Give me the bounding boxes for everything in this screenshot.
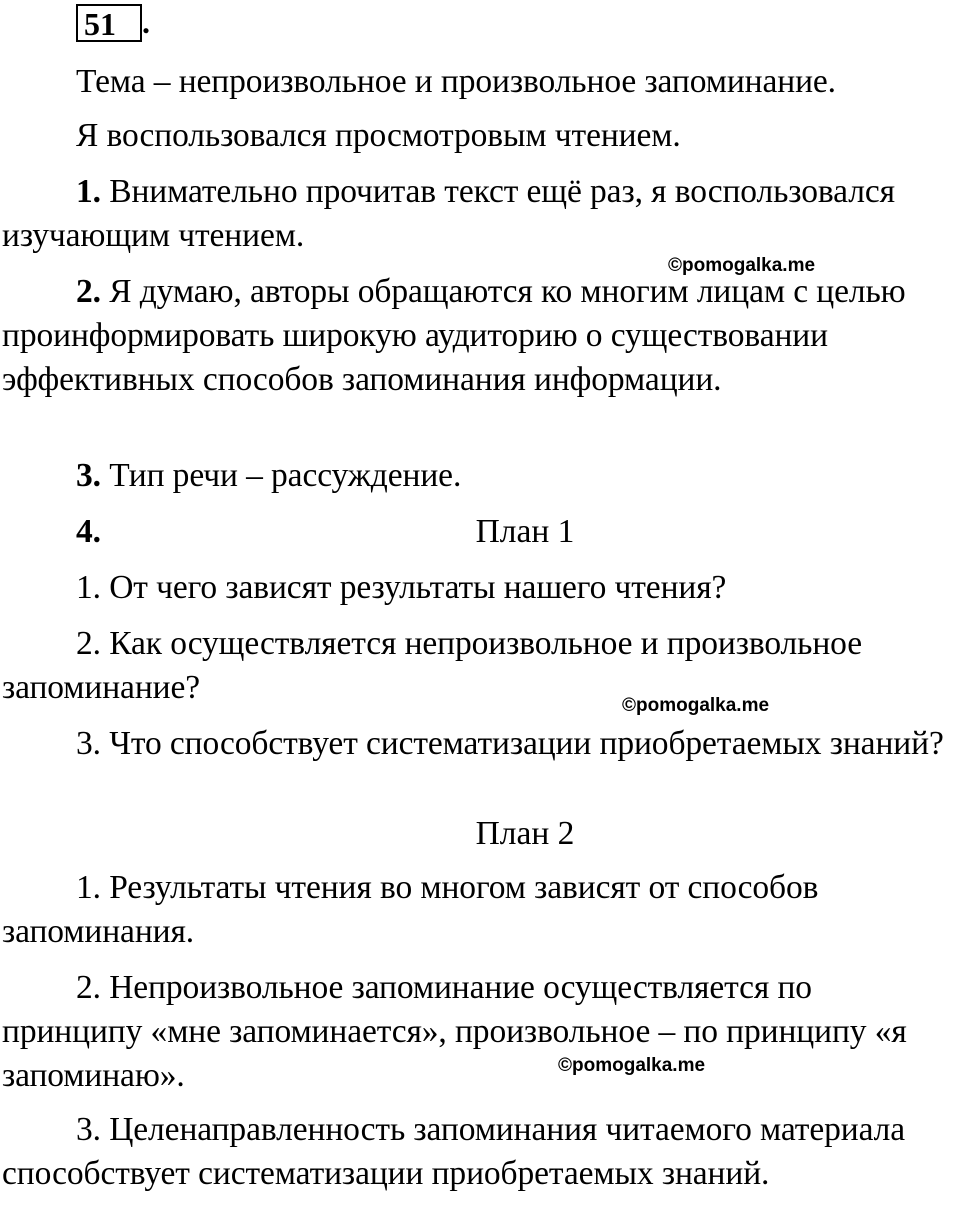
answer-1-number: 1.	[76, 173, 101, 210]
watermark-3: ©pomogalka.me	[558, 1055, 706, 1076]
plan-1-item-1: 1. От чего зависят результаты нашего чтения?	[76, 569, 727, 606]
exercise-number: 51	[76, 4, 142, 42]
answer-1-text: Внимательно прочитав текст ещё раз, я воспользовался изучающим чтением.	[2, 173, 895, 254]
answer-2-text: Я думаю, авторы обращаются ко многим лицам с целью проинформировать широкую аудиторию о существовании эффективных способов запоминания информации.	[2, 273, 906, 398]
plan-2-item-1: 1. Результаты чтения во многом зависят от способов запоминания.	[2, 869, 819, 950]
answer-3	[2, 454, 960, 498]
answer-3-number: 3.	[76, 457, 101, 494]
plan-1-title: План 1	[475, 513, 575, 550]
answer-2	[2, 270, 960, 402]
answer-1	[2, 170, 960, 258]
plan-1-item-3: 3. Что способствует систематизации приобретаемых знаний?	[76, 725, 944, 762]
answer-2-number: 2.	[76, 273, 101, 310]
plan-2-item-3: 3. Целенаправленность запоминания читаемого материала способствует систематизации приобретаемых знаний.	[2, 1111, 906, 1192]
watermark-2: ©pomogalka.me	[622, 695, 770, 716]
answer-4-number: 4.	[76, 513, 101, 550]
topic-paragraph: Тема – непроизвольное и произвольное запоминание.	[76, 63, 836, 100]
exercise-number-dot: .	[142, 4, 150, 40]
plan-1-item-2: 2. Как осуществляется непроизвольное и произвольное запоминание?	[2, 625, 863, 706]
watermark-1: ©pomogalka.me	[668, 255, 816, 276]
plan-2-title: План 2	[475, 815, 575, 852]
plan-2-item-2: 2. Непроизвольное запоминание осуществляется по принципу «мне запоминается», произвольное – по принципу «я запоминаю».	[2, 969, 907, 1094]
answer-3-text: Тип речи – рассуждение.	[100, 457, 462, 494]
reading-paragraph: Я воспользовался просмотровым чтением.	[76, 117, 681, 154]
